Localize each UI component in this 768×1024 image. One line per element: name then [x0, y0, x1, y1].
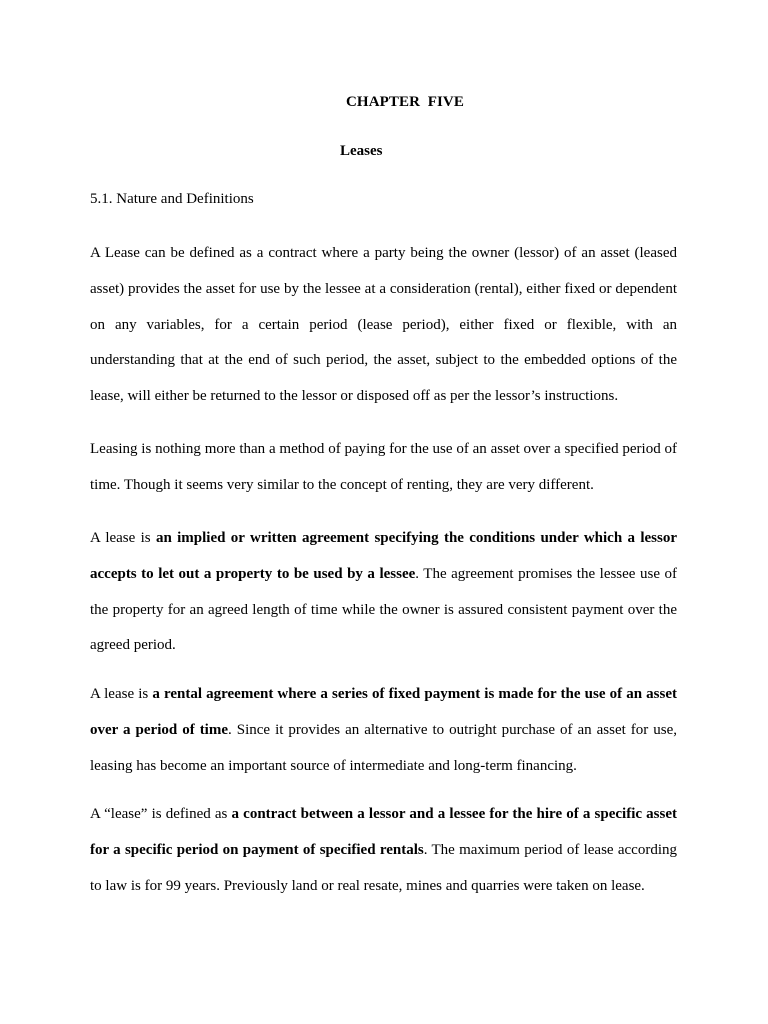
paragraph-rest: . The maximum period of lease according to law is for 99 years. Previously land or real resate, mines and quarries were taken on lease. [90, 841, 677, 894]
paragraph-implied-agreement [90, 521, 677, 664]
chapter-title: CHAPTER FIVE [346, 94, 464, 110]
paragraph-lead: A “lease” is defined as [90, 806, 232, 822]
paragraph-text: Leasing is nothing more than a method of paying for the use of an asset over a specified period of time. Though it seems very similar to the concept of renting, they are very different. [90, 441, 677, 493]
paragraph-rest: . Since it provides an alternative to outright purchase of an asset for use, leasing has become an important source of intermediate and long-term financing. [90, 721, 677, 774]
paragraph-leasing-method [90, 432, 677, 504]
subheading: 5.1. Nature and Definitions [90, 191, 254, 207]
paragraph-contract-definition [90, 797, 677, 904]
paragraph-rental-agreement [90, 677, 677, 784]
paragraph-bold-definition: a rental agreement where a series of fixed payment is made for the use of an asset over a period of time [90, 686, 677, 738]
paragraph-bold-definition: an implied or written agreement specifying the conditions under which a lessor accepts to let out a property to be used by a lessee [90, 530, 677, 582]
paragraph-text: A Lease can be defined as a contract where a party being the owner (lessor) of an asset (leased asset) provides the asset for use by the lessee at a consideration (rental), either fixed or dependent on any variables, for a certain period (lease period), either fixed or flexible, with an understanding that at the end of such period, the asset, subject to the embedded options of the lease, will either be returned to the lessor or disposed off as per the lessor’s instructions. [90, 245, 677, 405]
paragraph-bold-definition: a contract between a lessor and a lessee for the hire of a specific asset for a specific period on payment of specified rentals [90, 806, 677, 858]
paragraph-lead: A lease is [90, 686, 153, 702]
paragraph-lead: A lease is [90, 530, 156, 546]
paragraph-rest: . The agreement promises the lessee use of the property for an agreed length of time while the owner is assured consistent payment over the agreed period. [90, 565, 677, 654]
section-title: Leases [340, 143, 383, 159]
paragraph-lease-definition [90, 236, 677, 415]
